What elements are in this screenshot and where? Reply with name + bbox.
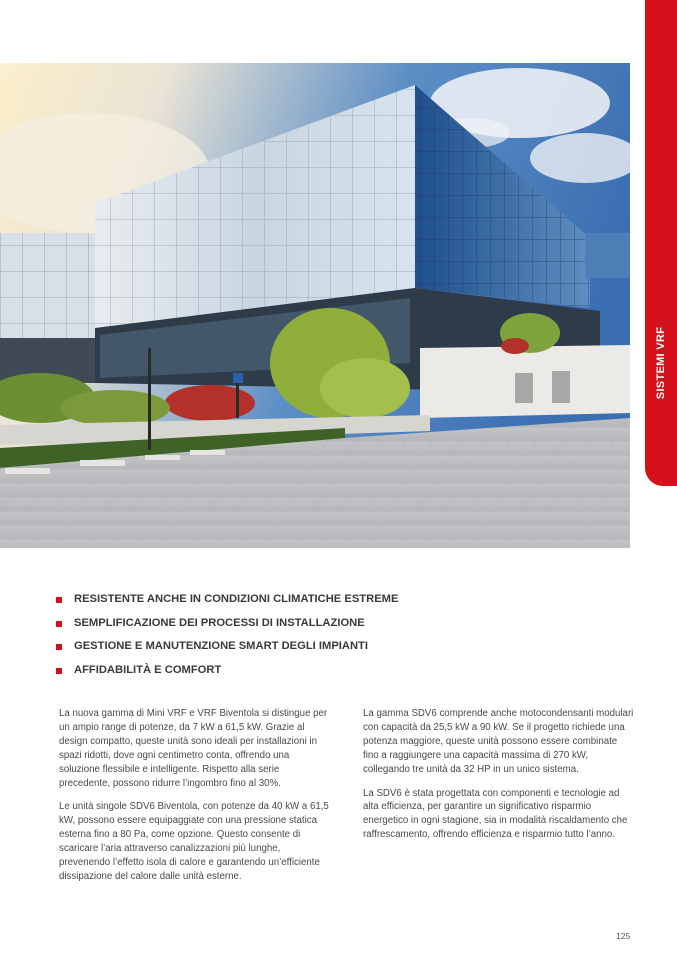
feature-list	[56, 593, 398, 687]
feature-item: GESTIONE E MANUTENZIONE SMART DEGLI IMPIANTI	[56, 640, 398, 664]
page-number: 125	[616, 931, 631, 941]
feature-item: AFFIDABILITÀ E COMFORT	[56, 664, 398, 688]
body-paragraph: La SDV6 è stata progettata con componenti e tecnologie ad alta efficienza, per garantire un significativo risparmio energetico in ogni stagione, sia in modalità riscaldamento che raffrescamento, offrendo efficienza e risparmio tutto l’anno.	[363, 787, 628, 841]
section-side-tab	[645, 0, 677, 486]
body-paragraph: Le unità singole SDV6 Biventola, con potenze da 40 kW a 61,5 kW, possono essere equipaggiate con una pressione statica esterna fino a 80 Pa, come opzione. Questo consente di scaricare l’aria attraverso canalizzazioni più lunghe, prevenendo l’effetto isola di calore e garantendo un’efficiente dissipazione del calore dalle unità esterne.	[59, 801, 329, 882]
bullet-square-icon	[56, 644, 62, 650]
body-paragraph: La nuova gamma di Mini VRF e VRF Biventola si distingue per un ampio range di potenze, da 7 kW a 61,5 kW. Grazie al design compatto, queste unità sono ideali per installazioni in spazi ridotti, dove ogni centimetro conta, offrendo una soluzione flessibile e intelligente. Rispetto alla serie precedente, possono ridurre l’ingombro fino al 30%.	[59, 708, 328, 789]
section-label	[646, 328, 676, 398]
body-paragraph: La gamma SDV6 comprende anche motocondensanti modulari con capacità da 25,5 kW a 90 kW. Se il progetto richiede una potenza maggiore, queste unità possono essere combinate fino a raggiungere una capacità massima di 270 kW, collegando tre unità da 32 HP in un unico sistema.	[363, 708, 634, 775]
section-label-text: SISTEMI VRF	[655, 326, 667, 400]
left-column	[59, 707, 331, 894]
bullet-square-icon	[56, 668, 62, 674]
feature-item: SEMPLIFICAZIONE DEI PROCESSI DI INSTALLAZIONE	[56, 617, 398, 641]
hero-image	[0, 63, 630, 548]
bullet-square-icon	[56, 621, 62, 627]
right-column	[363, 707, 635, 852]
bullet-square-icon	[56, 597, 62, 603]
feature-item: RESISTENTE ANCHE IN CONDIZIONI CLIMATICHE ESTREME	[56, 593, 398, 617]
